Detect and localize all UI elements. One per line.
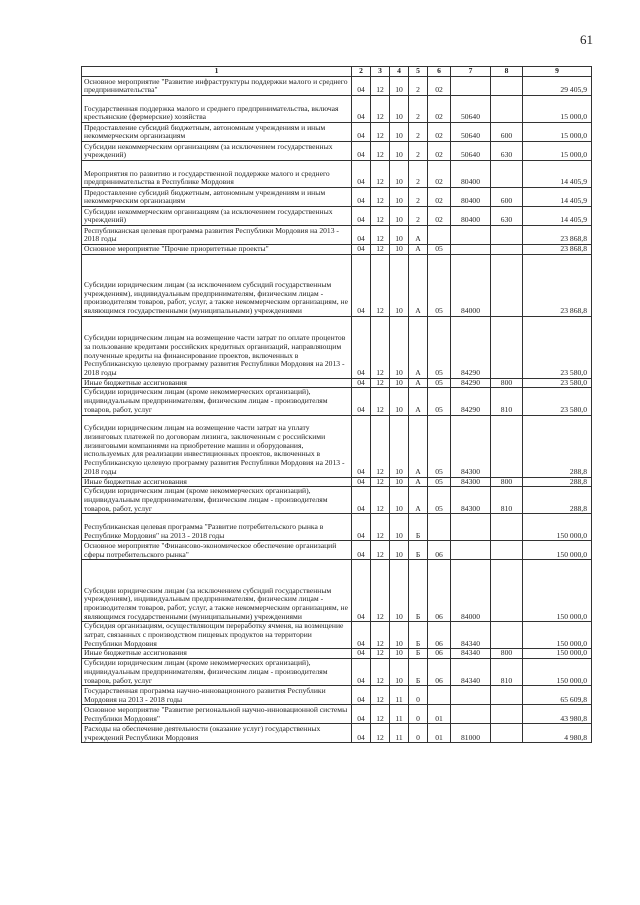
table-row — [82, 207, 592, 226]
code-expense-type — [491, 622, 523, 649]
code-expense-type — [491, 77, 523, 96]
amount: 23 868,8 — [523, 254, 592, 316]
row-name: Субсидии некоммерческим организациям (за исключением государственных учреждений) — [82, 207, 352, 226]
code-section: 04 — [352, 207, 371, 226]
code-section: 04 — [352, 541, 371, 560]
code-subsection: 12 — [371, 316, 390, 378]
row-name: Субсидии юридическим лицам (кроме некоммерческих организаций), индивидуальным предпринимателям, физическим лицам - производителям товаров, работ, услуг — [82, 388, 352, 415]
code-direction — [451, 686, 491, 705]
table-row — [82, 514, 592, 541]
row-name: Субсидии юридическим лицам (кроме некоммерческих организаций), индивидуальным предпринимателям, физическим лицам - производителям товаров, работ, услуг — [82, 487, 352, 514]
code-event — [428, 226, 451, 245]
code-program: 10 — [390, 378, 409, 388]
amount: 14 405,9 — [523, 188, 592, 207]
code-event: 06 — [428, 622, 451, 649]
code-event: 02 — [428, 96, 451, 123]
code-subsection: 12 — [371, 161, 390, 188]
amount: 23 580,0 — [523, 378, 592, 388]
code-event: 02 — [428, 142, 451, 161]
row-name: Республиканская целевая программа "Развитие потребительского рынка в Республике Мордовия" на 2013 - 2018 годы — [82, 514, 352, 541]
code-direction: 84290 — [451, 388, 491, 415]
row-name: Субсидия организациям, осуществляющим переработку ячменя, на возмещение затрат, связанных с производством пищевых продуктов на территории Республики Мордовия — [82, 622, 352, 649]
table-row — [82, 96, 592, 123]
code-expense-type — [491, 415, 523, 477]
row-name: Субсидии юридическим лицам (за исключением субсидий государственным учреждениям), индивидуальным предпринимателям, физическим лицам - производителям товаров, работ, услуг, а также некоммерческим организациям, не являющимся государственными (муниципальными) учреждениями — [82, 254, 352, 316]
code-program: 10 — [390, 96, 409, 123]
amount: 23 580,0 — [523, 316, 592, 378]
code-subprogram: А — [409, 477, 428, 487]
code-subprogram: Б — [409, 649, 428, 659]
code-expense-type: 800 — [491, 477, 523, 487]
amount: 29 405,9 — [523, 77, 592, 96]
table-row — [82, 686, 592, 705]
table-row — [82, 378, 592, 388]
code-subprogram: 2 — [409, 142, 428, 161]
row-name: Иные бюджетные ассигнования — [82, 649, 352, 659]
code-expense-type: 600 — [491, 123, 523, 142]
code-event: 05 — [428, 254, 451, 316]
code-subsection: 12 — [371, 245, 390, 255]
code-program: 10 — [390, 514, 409, 541]
code-subprogram: 2 — [409, 123, 428, 142]
code-direction: 84340 — [451, 659, 491, 686]
code-expense-type — [491, 514, 523, 541]
table-row — [82, 188, 592, 207]
code-program: 10 — [390, 316, 409, 378]
code-subprogram: А — [409, 316, 428, 378]
code-expense-type: 810 — [491, 388, 523, 415]
code-subsection: 12 — [371, 254, 390, 316]
row-name: Предоставление субсидий бюджетным, автономным учреждениям и иным некоммерческим организациям — [82, 123, 352, 142]
code-program: 10 — [390, 123, 409, 142]
code-expense-type — [491, 541, 523, 560]
amount: 150 000,0 — [523, 659, 592, 686]
code-subprogram: 2 — [409, 188, 428, 207]
code-subsection: 12 — [371, 188, 390, 207]
code-program: 10 — [390, 659, 409, 686]
code-direction — [451, 514, 491, 541]
code-subsection: 12 — [371, 388, 390, 415]
header-cell: 7 — [451, 67, 491, 77]
amount: 14 405,9 — [523, 161, 592, 188]
code-program: 10 — [390, 188, 409, 207]
code-event: 06 — [428, 560, 451, 622]
code-subprogram: Б — [409, 514, 428, 541]
code-program: 10 — [390, 487, 409, 514]
code-expense-type — [491, 316, 523, 378]
code-section: 04 — [352, 477, 371, 487]
row-name: Иные бюджетные ассигнования — [82, 477, 352, 487]
code-subsection: 12 — [371, 123, 390, 142]
code-program: 10 — [390, 415, 409, 477]
code-section: 04 — [352, 316, 371, 378]
code-section: 04 — [352, 659, 371, 686]
code-subsection: 12 — [371, 378, 390, 388]
amount: 23 868,8 — [523, 245, 592, 255]
code-program: 10 — [390, 161, 409, 188]
amount: 15 000,0 — [523, 123, 592, 142]
code-event: 02 — [428, 77, 451, 96]
table-row — [82, 659, 592, 686]
row-name: Основное мероприятие "Развитие инфраструктуры поддержки малого и среднего предпринимательства" — [82, 77, 352, 96]
code-event: 05 — [428, 477, 451, 487]
header-cell: 5 — [409, 67, 428, 77]
code-direction: 50640 — [451, 96, 491, 123]
table-row — [82, 161, 592, 188]
code-direction — [451, 705, 491, 724]
code-expense-type: 600 — [491, 188, 523, 207]
code-subprogram: 2 — [409, 161, 428, 188]
code-expense-type — [491, 560, 523, 622]
amount: 65 609,8 — [523, 686, 592, 705]
amount: 150 000,0 — [523, 649, 592, 659]
row-name: Государственная поддержка малого и среднего предпринимательства, включая крестьянские (фермерские) хозяйства — [82, 96, 352, 123]
table-row — [82, 487, 592, 514]
code-program: 10 — [390, 622, 409, 649]
code-subsection: 12 — [371, 649, 390, 659]
code-event — [428, 686, 451, 705]
code-event: 05 — [428, 245, 451, 255]
code-expense-type — [491, 226, 523, 245]
amount: 15 000,0 — [523, 142, 592, 161]
row-name: Предоставление субсидий бюджетным, автономным учреждениям и иным некоммерческим организациям — [82, 188, 352, 207]
code-section: 04 — [352, 622, 371, 649]
code-subsection: 12 — [371, 514, 390, 541]
code-subsection: 12 — [371, 659, 390, 686]
code-section: 04 — [352, 188, 371, 207]
amount: 288,8 — [523, 477, 592, 487]
code-section: 04 — [352, 142, 371, 161]
code-subprogram: Б — [409, 541, 428, 560]
page-number: 61 — [580, 32, 593, 47]
code-direction: 84300 — [451, 477, 491, 487]
code-program: 10 — [390, 245, 409, 255]
code-direction: 50640 — [451, 142, 491, 161]
code-section: 04 — [352, 686, 371, 705]
code-subprogram: 0 — [409, 705, 428, 724]
table-header-row — [82, 67, 592, 77]
amount: 150 000,0 — [523, 514, 592, 541]
code-subprogram: Б — [409, 622, 428, 649]
row-name: Основное мероприятие "Развитие региональной научно-инновационной системы Республики Мордовия" — [82, 705, 352, 724]
code-section: 04 — [352, 560, 371, 622]
code-subsection: 12 — [371, 622, 390, 649]
code-section: 04 — [352, 226, 371, 245]
code-subprogram: А — [409, 388, 428, 415]
code-subprogram: 0 — [409, 686, 428, 705]
code-direction: 80400 — [451, 207, 491, 226]
code-expense-type — [491, 161, 523, 188]
code-subprogram: 2 — [409, 77, 428, 96]
code-section: 04 — [352, 245, 371, 255]
code-subsection: 12 — [371, 142, 390, 161]
code-section: 04 — [352, 705, 371, 724]
code-section: 04 — [352, 649, 371, 659]
code-section: 04 — [352, 487, 371, 514]
row-name: Расходы на обеспечение деятельности (оказание услуг) государственных учреждений Республики Мордовия — [82, 724, 352, 743]
code-subsection: 12 — [371, 226, 390, 245]
code-event — [428, 514, 451, 541]
code-expense-type: 810 — [491, 659, 523, 686]
code-direction: 84340 — [451, 649, 491, 659]
table-row — [82, 245, 592, 255]
code-expense-type — [491, 724, 523, 743]
code-expense-type: 800 — [491, 378, 523, 388]
code-event: 02 — [428, 207, 451, 226]
code-subsection: 12 — [371, 477, 390, 487]
code-direction: 84300 — [451, 487, 491, 514]
code-subsection: 12 — [371, 415, 390, 477]
code-direction: 50640 — [451, 123, 491, 142]
code-subsection: 12 — [371, 686, 390, 705]
code-program: 11 — [390, 724, 409, 743]
code-subprogram: 0 — [409, 724, 428, 743]
header-cell: 2 — [352, 67, 371, 77]
code-section: 04 — [352, 123, 371, 142]
code-program: 10 — [390, 207, 409, 226]
code-program: 10 — [390, 560, 409, 622]
code-subsection: 12 — [371, 207, 390, 226]
code-program: 11 — [390, 686, 409, 705]
code-direction: 84290 — [451, 378, 491, 388]
code-direction: 84000 — [451, 254, 491, 316]
row-name: Субсидии юридическим лицам на возмещение части затрат по оплате процентов за пользование кредитами российских кредитных организаций, направляющим полученные кредиты на финансирование проектов, включенных в Республиканскую целевую программу развития Республики Мордовия на 2013 - 2018 годы — [82, 316, 352, 378]
code-program: 10 — [390, 388, 409, 415]
code-event: 02 — [428, 161, 451, 188]
table-row — [82, 316, 592, 378]
code-section: 04 — [352, 254, 371, 316]
code-expense-type — [491, 254, 523, 316]
table-row — [82, 123, 592, 142]
table-row — [82, 77, 592, 96]
amount: 150 000,0 — [523, 560, 592, 622]
code-event: 05 — [428, 487, 451, 514]
header-cell: 1 — [82, 67, 352, 77]
table-row — [82, 254, 592, 316]
table-row — [82, 705, 592, 724]
code-direction: 81000 — [451, 724, 491, 743]
row-name: Иные бюджетные ассигнования — [82, 378, 352, 388]
code-event: 05 — [428, 388, 451, 415]
code-subprogram: А — [409, 245, 428, 255]
row-name: Субсидии юридическим лицам (кроме некоммерческих организаций), индивидуальным предпринимателям, физическим лицам - производителям товаров, работ, услуг — [82, 659, 352, 686]
code-direction — [451, 77, 491, 96]
amount: 150 000,0 — [523, 622, 592, 649]
table-row — [82, 649, 592, 659]
code-event: 06 — [428, 541, 451, 560]
code-event: 05 — [428, 415, 451, 477]
row-name: Субсидии юридическим лицам на возмещение части затрат на уплату лизинговых платежей по договорам лизинга, заключенным с российскими лизинговыми компаниями на приобретение машин и оборудования, используемых для реализации инвестиционных проектов, включенных в Республиканскую целевую программу развития Республики Мордовия на 2013 - 2018 годы — [82, 415, 352, 477]
code-subprogram: А — [409, 254, 428, 316]
code-direction: 84340 — [451, 622, 491, 649]
code-subprogram: А — [409, 415, 428, 477]
code-subsection: 12 — [371, 705, 390, 724]
amount: 288,8 — [523, 487, 592, 514]
code-event: 05 — [428, 316, 451, 378]
code-expense-type — [491, 245, 523, 255]
code-program: 10 — [390, 226, 409, 245]
code-section: 04 — [352, 161, 371, 188]
code-subprogram: 2 — [409, 207, 428, 226]
row-name: Мероприятия по развитию и государственной поддержке малого и среднего предпринимательства в Республике Мордовия — [82, 161, 352, 188]
code-section: 04 — [352, 96, 371, 123]
amount: 14 405,9 — [523, 207, 592, 226]
table-row — [82, 541, 592, 560]
code-subprogram: А — [409, 226, 428, 245]
table-row — [82, 560, 592, 622]
code-subsection: 12 — [371, 96, 390, 123]
header-cell: 4 — [390, 67, 409, 77]
code-event: 02 — [428, 188, 451, 207]
code-section: 04 — [352, 378, 371, 388]
code-section: 04 — [352, 724, 371, 743]
code-subprogram: А — [409, 378, 428, 388]
amount: 43 980,8 — [523, 705, 592, 724]
amount: 288,8 — [523, 415, 592, 477]
code-section: 04 — [352, 77, 371, 96]
amount: 15 000,0 — [523, 96, 592, 123]
code-subsection: 12 — [371, 487, 390, 514]
header-cell: 3 — [371, 67, 390, 77]
code-program: 10 — [390, 477, 409, 487]
row-name: Государственная программа научно-инновационного развития Республики Мордовия на 2013 - 2018 годы — [82, 686, 352, 705]
code-event: 01 — [428, 724, 451, 743]
amount: 150 000,0 — [523, 541, 592, 560]
code-section: 04 — [352, 388, 371, 415]
code-event: 01 — [428, 705, 451, 724]
row-name: Республиканская целевая программа развития Республики Мордовия на 2013 - 2018 годы — [82, 226, 352, 245]
code-program: 10 — [390, 142, 409, 161]
code-event: 02 — [428, 123, 451, 142]
code-direction: 80400 — [451, 161, 491, 188]
code-direction — [451, 541, 491, 560]
code-subprogram: А — [409, 487, 428, 514]
code-subsection: 12 — [371, 77, 390, 96]
header-cell: 8 — [491, 67, 523, 77]
amount: 4 980,8 — [523, 724, 592, 743]
header-cell: 6 — [428, 67, 451, 77]
code-subsection: 12 — [371, 541, 390, 560]
code-expense-type: 630 — [491, 207, 523, 226]
table-row — [82, 226, 592, 245]
code-subprogram: 2 — [409, 96, 428, 123]
table-row — [82, 142, 592, 161]
row-name: Субсидии юридическим лицам (за исключением субсидий государственным учреждениям), индивидуальным предпринимателям, физическим лицам - производителям товаров, работ, услуг, а также некоммерческим организациям, не являющимся государственными (муниципальными) учреждениями — [82, 560, 352, 622]
code-subprogram: Б — [409, 560, 428, 622]
header-cell: 9 — [523, 67, 592, 77]
code-direction: 84300 — [451, 415, 491, 477]
code-expense-type: 630 — [491, 142, 523, 161]
code-section: 04 — [352, 415, 371, 477]
code-subsection: 12 — [371, 724, 390, 743]
code-expense-type — [491, 96, 523, 123]
code-expense-type: 810 — [491, 487, 523, 514]
table-row — [82, 388, 592, 415]
code-event: 06 — [428, 659, 451, 686]
code-direction: 80400 — [451, 188, 491, 207]
code-direction: 84290 — [451, 316, 491, 378]
amount: 23 580,0 — [523, 388, 592, 415]
code-expense-type — [491, 686, 523, 705]
table-row — [82, 622, 592, 649]
budget-table — [81, 66, 592, 743]
code-direction — [451, 226, 491, 245]
code-program: 10 — [390, 77, 409, 96]
code-section: 04 — [352, 514, 371, 541]
code-program: 10 — [390, 649, 409, 659]
code-subsection: 12 — [371, 560, 390, 622]
row-name: Основное мероприятие "Финансово-экономическое обеспечение организаций сферы потребительского рынка" — [82, 541, 352, 560]
code-direction: 84000 — [451, 560, 491, 622]
table-row — [82, 415, 592, 477]
code-program: 11 — [390, 705, 409, 724]
amount: 23 868,8 — [523, 226, 592, 245]
code-program: 10 — [390, 254, 409, 316]
code-expense-type: 800 — [491, 649, 523, 659]
code-direction — [451, 245, 491, 255]
table-row — [82, 724, 592, 743]
row-name: Субсидии некоммерческим организациям (за исключением государственных учреждений) — [82, 142, 352, 161]
code-program: 10 — [390, 541, 409, 560]
code-event: 06 — [428, 649, 451, 659]
table-row — [82, 477, 592, 487]
code-subprogram: Б — [409, 659, 428, 686]
row-name: Основное мероприятие "Прочие приоритетные проекты" — [82, 245, 352, 255]
code-event: 05 — [428, 378, 451, 388]
code-expense-type — [491, 705, 523, 724]
